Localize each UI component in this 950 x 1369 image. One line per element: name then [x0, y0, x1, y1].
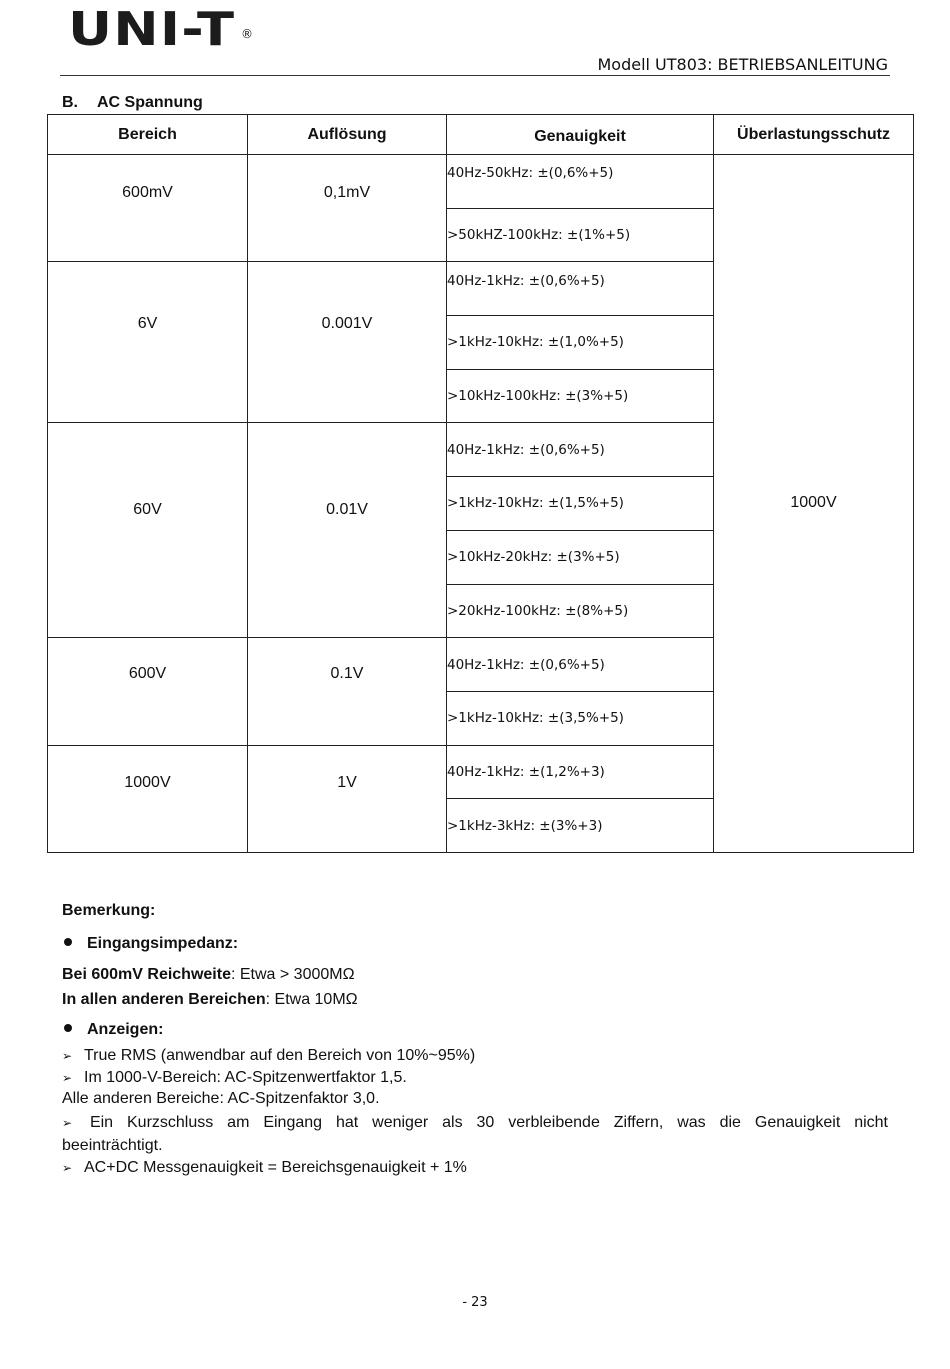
arrow-bullet-icon: ➢: [62, 1161, 73, 1175]
list-item-continuation: Alle anderen Bereiche: AC-Spitzenfaktor 3,0.: [62, 1090, 380, 1107]
accuracy-cell: 40Hz-1kHz: ±(0,6%+5): [447, 638, 714, 692]
section-title: AC Spannung: [97, 94, 203, 111]
document-title: Modell UT803: BETRIEBSANLEITUNG: [597, 55, 888, 74]
header-divider: [60, 75, 890, 76]
page-number: - 23: [462, 1295, 488, 1310]
arrow-bullet-icon: ➢: [62, 1116, 73, 1130]
range-cell: 600mV: [48, 155, 248, 262]
remarks-heading: Bemerkung:: [62, 902, 156, 919]
range-cell: 600V: [48, 638, 248, 745]
impedance-other: In allen anderen Bereichen: Etwa 10MΩ: [62, 991, 358, 1008]
resolution-cell: 0.01V: [248, 423, 447, 638]
overload-cell: 1000V: [714, 155, 914, 853]
accuracy-cell: 40Hz-50kHz: ±(0,6%+5): [447, 155, 714, 209]
accuracy-cell: >1kHz-10kHz: ±(3,5%+5): [447, 691, 714, 745]
table-row: [48, 155, 914, 209]
registered-mark: ®: [241, 27, 253, 41]
accuracy-cell: >10kHz-100kHz: ±(3%+5): [447, 369, 714, 423]
section-number: B.: [62, 94, 78, 111]
bullet-icon: [64, 1024, 72, 1032]
header-overload-protection: Überlastungsschutz: [714, 115, 914, 155]
arrow-bullet-icon: ➢: [62, 1049, 73, 1063]
header-resolution: Auflösung: [248, 115, 447, 155]
range-cell: 6V: [48, 262, 248, 423]
list-item: ➢ Im 1000-V-Bereich: AC-Spitzenwertfaktor 1,5.: [62, 1069, 407, 1086]
accuracy-cell: >1kHz-10kHz: ±(1,5%+5): [447, 477, 714, 531]
bullet-icon: [64, 938, 72, 946]
resolution-cell: 0.1V: [248, 638, 447, 745]
header-accuracy: Genauigkeit: [447, 115, 714, 155]
accuracy-cell: >20kHz-100kHz: ±(8%+5): [447, 584, 714, 638]
resolution-cell: 0,1mV: [248, 155, 447, 262]
list-item: ➢ True RMS (anwendbar auf den Bereich von 10%~95%): [62, 1047, 476, 1064]
table-header-row: [48, 115, 914, 155]
accuracy-cell: 40Hz-1kHz: ±(0,6%+5): [447, 423, 714, 477]
resolution-cell: 1V: [248, 745, 447, 852]
ac-voltage-spec-table: [47, 114, 914, 853]
resolution-cell: 0.001V: [248, 262, 447, 423]
range-cell: 60V: [48, 423, 248, 638]
list-item: ➢ AC+DC Messgenauigkeit = Bereichsgenauigkeit + 1%: [62, 1159, 467, 1176]
list-item: ➢ Ein Kurzschluss am Eingang hat weniger als 30 verbleibende Ziffern, was die Genauigkeit nicht: [62, 1114, 888, 1131]
accuracy-cell: >50kHZ-100kHz: ±(1%+5): [447, 208, 714, 262]
brand-logo: UNI-T: [68, 2, 236, 56]
list-item-continuation: beeinträchtigt.: [62, 1137, 163, 1154]
accuracy-cell: 40Hz-1kHz: ±(0,6%+5): [447, 262, 714, 316]
accuracy-cell: >1kHz-3kHz: ±(3%+3): [447, 799, 714, 853]
header-range: Bereich: [48, 115, 248, 155]
impedance-600mv: Bei 600mV Reichweite: Etwa > 3000MΩ: [62, 966, 355, 983]
accuracy-cell: >1kHz-10kHz: ±(1,0%+5): [447, 316, 714, 370]
display-heading: Anzeigen:: [62, 1021, 163, 1039]
range-cell: 1000V: [48, 745, 248, 852]
arrow-bullet-icon: ➢: [62, 1071, 73, 1085]
accuracy-cell: 40Hz-1kHz: ±(1,2%+3): [447, 745, 714, 799]
accuracy-cell: >10kHz-20kHz: ±(3%+5): [447, 530, 714, 584]
input-impedance-heading: Eingangsimpedanz:: [62, 935, 238, 953]
section-heading: [62, 94, 203, 112]
